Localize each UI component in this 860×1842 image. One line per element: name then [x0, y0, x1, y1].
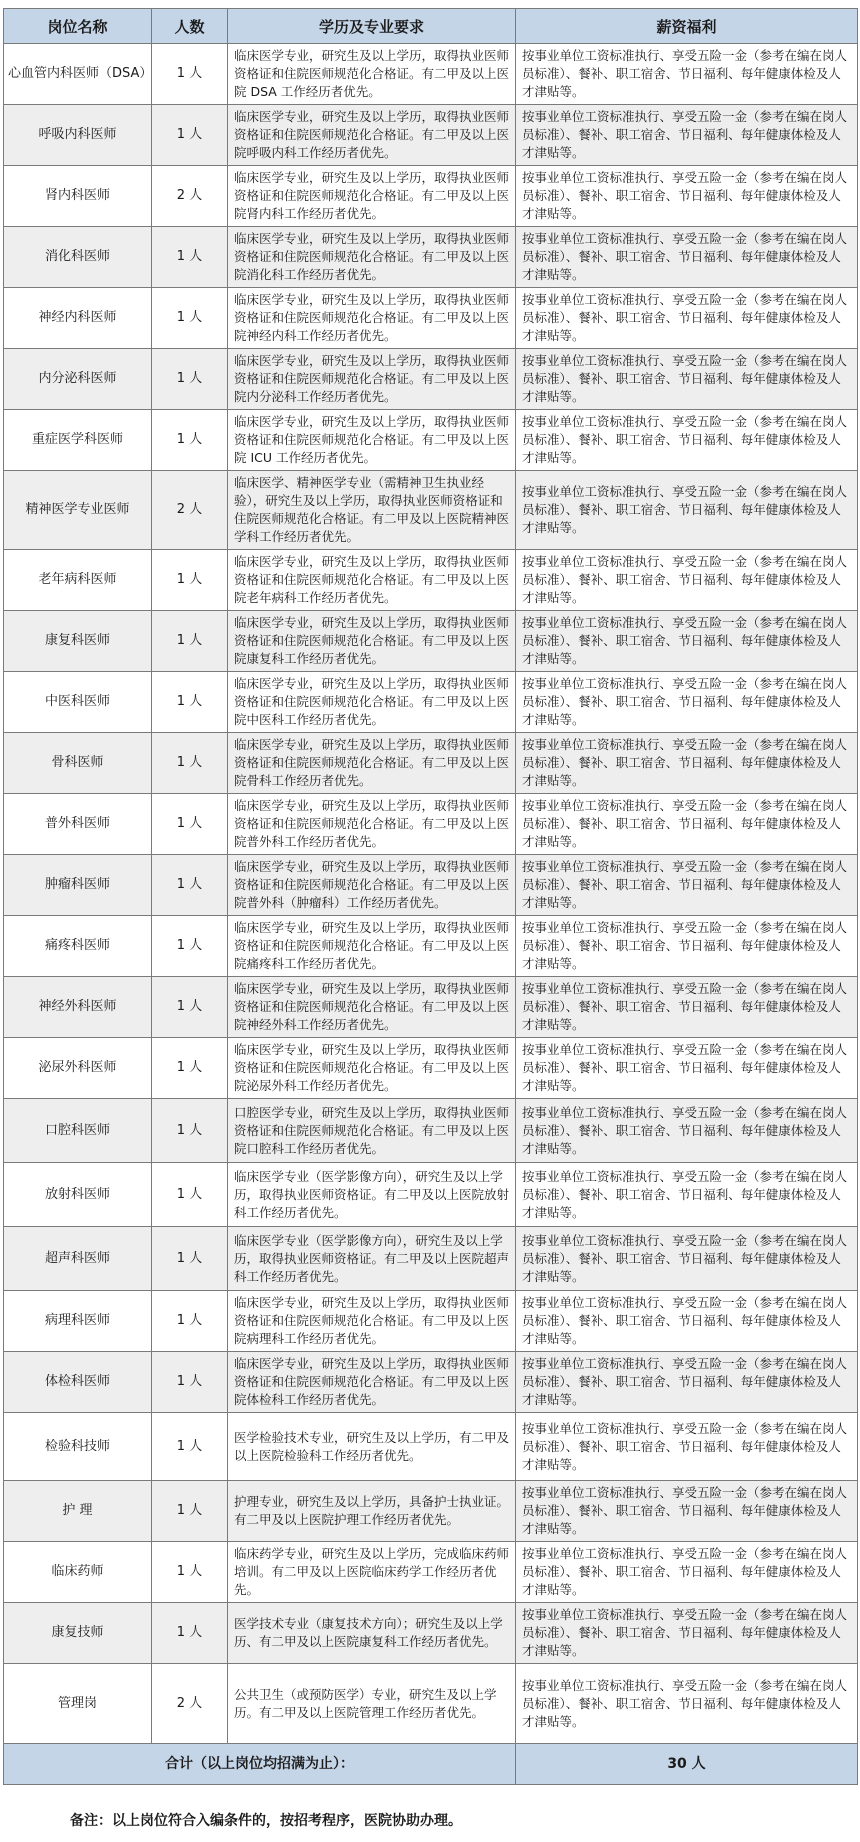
count-cell: 1 人 — [152, 733, 228, 794]
requirement-cell: 临床医学专业（医学影像方向），研究生及以上学历，取得执业医师资格证。有二甲及以上医院超声科工作经历者优先。 — [228, 1227, 516, 1291]
count-cell: 1 人 — [152, 1227, 228, 1291]
table-row — [4, 166, 858, 227]
position-cell: 中医科医师 — [4, 672, 152, 733]
position-cell: 放射科医师 — [4, 1163, 152, 1227]
table-row — [4, 1291, 858, 1352]
benefits-cell: 按事业单位工资标准执行、享受五险一金（参考在编在岗人员标准）、餐补、职工宿舍、节日福利、每年健康体检及人才津贴等。 — [516, 1227, 858, 1291]
count-cell: 1 人 — [152, 916, 228, 977]
count-cell: 1 人 — [152, 672, 228, 733]
table-row — [4, 1664, 858, 1744]
table-row — [4, 44, 858, 105]
requirement-cell: 口腔医学专业，研究生及以上学历，取得执业医师资格证和住院医师规范化合格证。有二甲及以上医院口腔科工作经历者优先。 — [228, 1099, 516, 1163]
table-row — [4, 1352, 858, 1413]
benefits-cell: 按事业单位工资标准执行、享受五险一金（参考在编在岗人员标准）、餐补、职工宿舍、节日福利、每年健康体检及人才津贴等。 — [516, 855, 858, 916]
count-cell: 1 人 — [152, 1163, 228, 1227]
requirement-cell: 临床医学专业，研究生及以上学历，取得执业医师资格证和住院医师规范化合格证。有二甲及以上医院骨科工作经历者优先。 — [228, 733, 516, 794]
recruitment-table — [3, 8, 858, 1785]
table-row — [4, 916, 858, 977]
position-cell: 体检科医师 — [4, 1352, 152, 1413]
position-cell: 康复科医师 — [4, 611, 152, 672]
benefits-cell: 按事业单位工资标准执行、享受五险一金（参考在编在岗人员标准）、餐补、职工宿舍、节日福利、每年健康体检及人才津贴等。 — [516, 349, 858, 410]
recruitment-table-sheet — [3, 8, 857, 1785]
count-cell: 2 人 — [152, 166, 228, 227]
count-cell: 1 人 — [152, 1542, 228, 1603]
table-row — [4, 349, 858, 410]
total-label: 合计（以上岗位均招满为止）： — [4, 1744, 516, 1785]
benefits-cell: 按事业单位工资标准执行、享受五险一金（参考在编在岗人员标准）、餐补、职工宿舍、节日福利、每年健康体检及人才津贴等。 — [516, 1352, 858, 1413]
table-row — [4, 733, 858, 794]
benefits-cell: 按事业单位工资标准执行、享受五险一金（参考在编在岗人员标准）、餐补、职工宿舍、节日福利、每年健康体检及人才津贴等。 — [516, 916, 858, 977]
requirement-cell: 临床医学专业，研究生及以上学历，取得执业医师资格证和住院医师规范化合格证。有二甲及以上医院消化科工作经历者优先。 — [228, 227, 516, 288]
requirement-cell: 临床医学专业，研究生及以上学历，取得执业医师资格证和住院医师规范化合格证。有二甲及以上医院病理科工作经历者优先。 — [228, 1291, 516, 1352]
benefits-cell: 按事业单位工资标准执行、享受五险一金（参考在编在岗人员标准）、餐补、职工宿舍、节日福利、每年健康体检及人才津贴等。 — [516, 105, 858, 166]
count-cell: 1 人 — [152, 349, 228, 410]
total-value: 30 人 — [516, 1744, 858, 1785]
count-cell: 2 人 — [152, 471, 228, 550]
benefits-cell: 按事业单位工资标准执行、享受五险一金（参考在编在岗人员标准）、餐补、职工宿舍、节日福利、每年健康体检及人才津贴等。 — [516, 1038, 858, 1099]
position-cell: 呼吸内科医师 — [4, 105, 152, 166]
count-cell: 1 人 — [152, 410, 228, 471]
table-row — [4, 550, 858, 611]
requirement-cell: 医学检验技术专业，研究生及以上学历，有二甲及以上医院检验科工作经历者优先。 — [228, 1413, 516, 1481]
benefits-cell: 按事业单位工资标准执行、享受五险一金（参考在编在岗人员标准）、餐补、职工宿舍、节日福利、每年健康体检及人才津贴等。 — [516, 1481, 858, 1542]
requirement-cell: 临床医学专业，研究生及以上学历，取得执业医师资格证和住院医师规范化合格证。有二甲及以上医院普外科工作经历者优先。 — [228, 794, 516, 855]
benefits-cell: 按事业单位工资标准执行、享受五险一金（参考在编在岗人员标准）、餐补、职工宿舍、节日福利、每年健康体检及人才津贴等。 — [516, 733, 858, 794]
benefits-cell: 按事业单位工资标准执行、享受五险一金（参考在编在岗人员标准）、餐补、职工宿舍、节日福利、每年健康体检及人才津贴等。 — [516, 227, 858, 288]
count-cell: 1 人 — [152, 288, 228, 349]
benefits-cell: 按事业单位工资标准执行、享受五险一金（参考在编在岗人员标准）、餐补、职工宿舍、节日福利、每年健康体检及人才津贴等。 — [516, 288, 858, 349]
requirement-cell: 临床医学专业，研究生及以上学历，取得执业医师资格证和住院医师规范化合格证。有二甲及以上医院肾内科工作经历者优先。 — [228, 166, 516, 227]
benefits-cell: 按事业单位工资标准执行、享受五险一金（参考在编在岗人员标准）、餐补、职工宿舍、节日福利、每年健康体检及人才津贴等。 — [516, 1163, 858, 1227]
count-cell: 1 人 — [152, 550, 228, 611]
benefits-cell: 按事业单位工资标准执行、享受五险一金（参考在编在岗人员标准）、餐补、职工宿舍、节日福利、每年健康体检及人才津贴等。 — [516, 44, 858, 105]
count-cell: 1 人 — [152, 227, 228, 288]
benefits-cell: 按事业单位工资标准执行、享受五险一金（参考在编在岗人员标准）、餐补、职工宿舍、节日福利、每年健康体检及人才津贴等。 — [516, 1542, 858, 1603]
requirement-cell: 临床药学专业，研究生及以上学历，完成临床药师培训。有二甲及以上医院临床药学工作经历者优先。 — [228, 1542, 516, 1603]
benefits-cell: 按事业单位工资标准执行、享受五险一金（参考在编在岗人员标准）、餐补、职工宿舍、节日福利、每年健康体检及人才津贴等。 — [516, 166, 858, 227]
position-cell: 口腔科医师 — [4, 1099, 152, 1163]
benefits-cell: 按事业单位工资标准执行、享受五险一金（参考在编在岗人员标准）、餐补、职工宿舍、节日福利、每年健康体检及人才津贴等。 — [516, 471, 858, 550]
table-row — [4, 1542, 858, 1603]
requirement-cell: 临床医学专业，研究生及以上学历，取得执业医师资格证和住院医师规范化合格证。有二甲及以上医院普外科（肿瘤科）工作经历者优先。 — [228, 855, 516, 916]
position-cell: 临床药师 — [4, 1542, 152, 1603]
benefits-cell: 按事业单位工资标准执行、享受五险一金（参考在编在岗人员标准）、餐补、职工宿舍、节日福利、每年健康体检及人才津贴等。 — [516, 1291, 858, 1352]
position-cell: 重症医学科医师 — [4, 410, 152, 471]
count-cell: 1 人 — [152, 1413, 228, 1481]
position-cell: 心血管内科医师（DSA） — [4, 44, 152, 105]
position-cell: 内分泌科医师 — [4, 349, 152, 410]
count-cell: 1 人 — [152, 105, 228, 166]
table-row — [4, 855, 858, 916]
table-row — [4, 410, 858, 471]
position-cell: 老年病科医师 — [4, 550, 152, 611]
position-cell: 泌尿外科医师 — [4, 1038, 152, 1099]
requirement-cell: 临床医学专业（医学影像方向），研究生及以上学历，取得执业医师资格证。有二甲及以上医院放射科工作经历者优先。 — [228, 1163, 516, 1227]
position-cell: 病理科医师 — [4, 1291, 152, 1352]
benefits-cell: 按事业单位工资标准执行、享受五险一金（参考在编在岗人员标准）、餐补、职工宿舍、节日福利、每年健康体检及人才津贴等。 — [516, 672, 858, 733]
table-row — [4, 227, 858, 288]
benefits-cell: 按事业单位工资标准执行、享受五险一金（参考在编在岗人员标准）、餐补、职工宿舍、节日福利、每年健康体检及人才津贴等。 — [516, 1413, 858, 1481]
total-row — [4, 1744, 858, 1785]
count-cell: 1 人 — [152, 977, 228, 1038]
count-cell: 1 人 — [152, 44, 228, 105]
benefits-cell: 按事业单位工资标准执行、享受五险一金（参考在编在岗人员标准）、餐补、职工宿舍、节日福利、每年健康体检及人才津贴等。 — [516, 794, 858, 855]
header-requirement: 学历及专业要求 — [228, 9, 516, 44]
table-row — [4, 471, 858, 550]
remark-note: 备注：以上岗位符合入编条件的，按招考程序，医院协助办理。 — [70, 1813, 462, 1829]
requirement-cell: 临床医学专业，研究生及以上学历，取得执业医师资格证和住院医师规范化合格证。有二甲及以上医院痛疼科工作经历者优先。 — [228, 916, 516, 977]
requirement-cell: 临床医学专业，研究生及以上学历，取得执业医师资格证和住院医师规范化合格证。有二甲及以上医院呼吸内科工作经历者优先。 — [228, 105, 516, 166]
position-cell: 骨科医师 — [4, 733, 152, 794]
table-row — [4, 288, 858, 349]
position-cell: 消化科医师 — [4, 227, 152, 288]
position-cell: 护 理 — [4, 1481, 152, 1542]
table-row — [4, 1099, 858, 1163]
requirement-cell: 临床医学专业，研究生及以上学历，取得执业医师资格证和住院医师规范化合格证。有二甲及以上医院体检科工作经历者优先。 — [228, 1352, 516, 1413]
benefits-cell: 按事业单位工资标准执行、享受五险一金（参考在编在岗人员标准）、餐补、职工宿舍、节日福利、每年健康体检及人才津贴等。 — [516, 977, 858, 1038]
benefits-cell: 按事业单位工资标准执行、享受五险一金（参考在编在岗人员标准）、餐补、职工宿舍、节日福利、每年健康体检及人才津贴等。 — [516, 1664, 858, 1744]
position-cell: 普外科医师 — [4, 794, 152, 855]
requirement-cell: 临床医学专业，研究生及以上学历，取得执业医师资格证和住院医师规范化合格证。有二甲及以上医院老年病科工作经历者优先。 — [228, 550, 516, 611]
requirement-cell: 临床医学专业，研究生及以上学历，取得执业医师资格证和住院医师规范化合格证。有二甲及以上医院 ICU 工作经历者优先。 — [228, 410, 516, 471]
requirement-cell: 临床医学专业，研究生及以上学历，取得执业医师资格证和住院医师规范化合格证。有二甲及以上医院神经外科工作经历者优先。 — [228, 977, 516, 1038]
header-position: 岗位名称 — [4, 9, 152, 44]
benefits-cell: 按事业单位工资标准执行、享受五险一金（参考在编在岗人员标准）、餐补、职工宿舍、节日福利、每年健康体检及人才津贴等。 — [516, 550, 858, 611]
position-cell: 神经内科医师 — [4, 288, 152, 349]
count-cell: 1 人 — [152, 1481, 228, 1542]
count-cell: 1 人 — [152, 1038, 228, 1099]
count-cell: 2 人 — [152, 1664, 228, 1744]
benefits-cell: 按事业单位工资标准执行、享受五险一金（参考在编在岗人员标准）、餐补、职工宿舍、节日福利、每年健康体检及人才津贴等。 — [516, 1099, 858, 1163]
table-row — [4, 977, 858, 1038]
requirement-cell: 临床医学专业，研究生及以上学历，取得执业医师资格证和住院医师规范化合格证。有二甲及以上医院内分泌科工作经历者优先。 — [228, 349, 516, 410]
position-cell: 超声科医师 — [4, 1227, 152, 1291]
table-row — [4, 794, 858, 855]
header-benefits: 薪资福利 — [516, 9, 858, 44]
count-cell: 1 人 — [152, 794, 228, 855]
requirement-cell: 临床医学专业，研究生及以上学历，取得执业医师资格证和住院医师规范化合格证。有二甲及以上医院中医科工作经历者优先。 — [228, 672, 516, 733]
position-cell: 管理岗 — [4, 1664, 152, 1744]
table-row — [4, 1481, 858, 1542]
benefits-cell: 按事业单位工资标准执行、享受五险一金（参考在编在岗人员标准）、餐补、职工宿舍、节日福利、每年健康体检及人才津贴等。 — [516, 611, 858, 672]
requirement-cell: 医学技术专业（康复技术方向）；研究生及以上学历、有二甲及以上医院康复科工作经历者优先。 — [228, 1603, 516, 1664]
benefits-cell: 按事业单位工资标准执行、享受五险一金（参考在编在岗人员标准）、餐补、职工宿舍、节日福利、每年健康体检及人才津贴等。 — [516, 1603, 858, 1664]
count-cell: 1 人 — [152, 855, 228, 916]
position-cell: 神经外科医师 — [4, 977, 152, 1038]
requirement-cell: 临床医学专业，研究生及以上学历，取得执业医师资格证和住院医师规范化合格证。有二甲及以上医院康复科工作经历者优先。 — [228, 611, 516, 672]
table-row — [4, 1413, 858, 1481]
count-cell: 1 人 — [152, 1352, 228, 1413]
table-row — [4, 611, 858, 672]
table-row — [4, 1603, 858, 1664]
table-row — [4, 1227, 858, 1291]
position-cell: 康复技师 — [4, 1603, 152, 1664]
requirement-cell: 公共卫生（或预防医学）专业，研究生及以上学历。有二甲及以上医院管理工作经历者优先。 — [228, 1664, 516, 1744]
position-cell: 肿瘤科医师 — [4, 855, 152, 916]
table-row — [4, 672, 858, 733]
requirement-cell: 临床医学专业，研究生及以上学历，取得执业医师资格证和住院医师规范化合格证。有二甲及以上医院 DSA 工作经历者优先。 — [228, 44, 516, 105]
position-cell: 肾内科医师 — [4, 166, 152, 227]
table-body — [4, 44, 858, 1744]
count-cell: 1 人 — [152, 1603, 228, 1664]
benefits-cell: 按事业单位工资标准执行、享受五险一金（参考在编在岗人员标准）、餐补、职工宿舍、节日福利、每年健康体检及人才津贴等。 — [516, 410, 858, 471]
requirement-cell: 临床医学、精神医学专业（需精神卫生执业经验），研究生及以上学历，取得执业医师资格证和住院医师规范化合格证。有二甲及以上医院精神医学科工作经历者优先。 — [228, 471, 516, 550]
header-count: 人数 — [152, 9, 228, 44]
position-cell: 痛疼科医师 — [4, 916, 152, 977]
table-row — [4, 105, 858, 166]
table-row — [4, 1038, 858, 1099]
table-header-row — [4, 9, 858, 44]
count-cell: 1 人 — [152, 611, 228, 672]
requirement-cell: 护理专业，研究生及以上学历，具备护士执业证。有二甲及以上医院护理工作经历者优先。 — [228, 1481, 516, 1542]
table-row — [4, 1163, 858, 1227]
count-cell: 1 人 — [152, 1099, 228, 1163]
requirement-cell: 临床医学专业，研究生及以上学历，取得执业医师资格证和住院医师规范化合格证。有二甲及以上医院神经内科工作经历者优先。 — [228, 288, 516, 349]
position-cell: 检验科技师 — [4, 1413, 152, 1481]
requirement-cell: 临床医学专业，研究生及以上学历，取得执业医师资格证和住院医师规范化合格证。有二甲及以上医院泌尿外科工作经历者优先。 — [228, 1038, 516, 1099]
count-cell: 1 人 — [152, 1291, 228, 1352]
position-cell: 精神医学专业医师 — [4, 471, 152, 550]
